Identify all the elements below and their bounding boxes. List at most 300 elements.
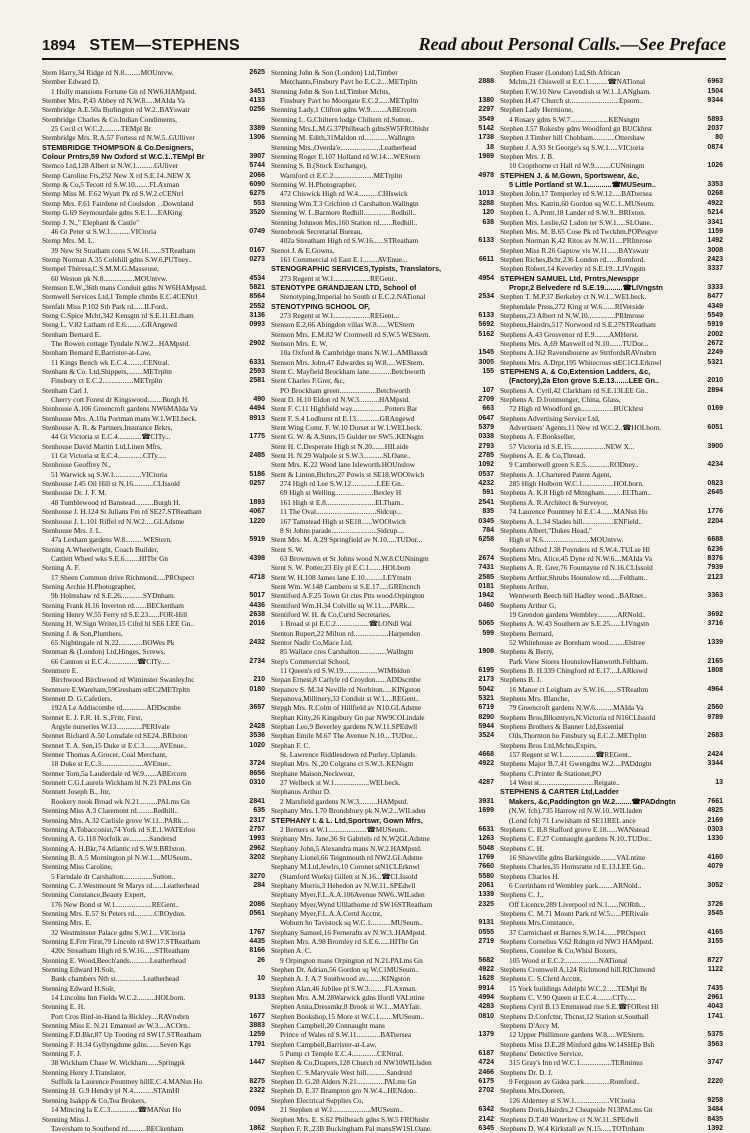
listing-phone-number: 7939 — [707, 564, 723, 572]
listing-phone-number: 5580 — [478, 872, 494, 880]
listing-name: Stephany Samuel,16 Fernerafts av N.W.3..HAMpstd. — [271, 927, 427, 937]
listing-phone-number: 2593 — [249, 368, 265, 375]
listing-entry — [500, 1021, 723, 1030]
listing-name: Finsbury ct E.C.2.................METrpltn — [51, 376, 163, 386]
listing-name: 126 Alderney st S.W.1...................VICtoria — [509, 1095, 636, 1105]
listing-name: 402a Streatham High rd S.W.16......STReatham — [280, 236, 419, 246]
listing-entry — [42, 376, 265, 385]
listing-name: Stephen Mrs. A.M.28Warwick gdns Ifordl VALntine — [271, 993, 425, 1003]
listing-name: 1 Holly mansions Fortune Gn rd NW6.HAMpstd. — [51, 86, 197, 96]
listing-name: 16 Manor ct Leigham av S.W.16.......STReathm — [509, 684, 649, 694]
listing-phone-number: 4234 — [707, 461, 723, 469]
listing-entry — [271, 601, 494, 610]
listing-entry — [42, 937, 265, 946]
listing-entry — [42, 115, 265, 124]
listing-phone-number: 2423 — [707, 255, 723, 263]
listing-name: Stephan Kitty,26 Kingsbury Gn par NW9COLindale — [271, 712, 425, 722]
listing-phone-number: 3563 — [707, 1040, 723, 1048]
listing-entry — [500, 909, 723, 918]
listing-phone-number: 2066 — [249, 171, 265, 179]
listing-entry — [500, 872, 723, 881]
listing-name: Stephen Riches,Bchr,236 London rd......Romford. — [500, 254, 646, 264]
listing-entry — [500, 993, 723, 1002]
listing-entry — [271, 694, 494, 703]
listing-name: Stephen John,17 Temperley rd S.W.12.....BATtersea — [500, 189, 652, 199]
listing-entry — [500, 386, 723, 395]
listing-entry — [42, 928, 265, 937]
listing-name: STEMBRIDGE THOMPSON & Co.Designers, — [42, 142, 194, 152]
listing-phone-number: 2297 — [478, 106, 494, 114]
listing-entry — [271, 1105, 494, 1114]
listing-phone-number — [262, 115, 265, 124]
listing-phone-number: 2173 — [478, 676, 494, 684]
listing-entry — [271, 507, 494, 516]
listing-name: Stenhouse Mrs. A.10a Portman mans W.1.WELbeck. — [42, 413, 197, 423]
listing-entry — [500, 292, 723, 301]
listing-phone-number: 3657 — [249, 704, 265, 712]
listing-entry — [500, 348, 723, 357]
listing-entry — [500, 965, 723, 974]
listing-phone-number — [720, 601, 723, 610]
listing-phone-number: 2432 — [249, 638, 265, 646]
listing-phone-number: 2061 — [478, 881, 494, 889]
listing-phone-number: 2552 — [249, 302, 265, 310]
listing-phone-number: 5042 — [478, 685, 494, 693]
listing-name: Stephen & Co,Drapers,128 Church rd NW10WILlsden — [271, 1058, 432, 1068]
listing-phone-number: 0647 — [478, 414, 494, 422]
listing-phone-number: 3389 — [249, 125, 265, 133]
listing-name: 38 Wickham Chase W. Wickham......Springpk — [51, 1058, 185, 1068]
listing-entry — [42, 255, 265, 264]
listing-name: Stephens C. J., — [500, 890, 544, 900]
listing-entry — [42, 274, 265, 283]
listing-name: Stephen A. J. A.7 Southwood av.........KINgston — [271, 974, 411, 984]
listing-phone-number: 9133 — [249, 994, 265, 1002]
listing-entry — [500, 143, 723, 152]
listing-name: Makers, &c,Paddington gn W.2........☎PADdngtn — [509, 796, 676, 806]
listing-phone-number — [262, 629, 265, 638]
listing-entry — [500, 246, 723, 255]
listing-entry — [42, 890, 265, 899]
listing-entry — [42, 199, 265, 208]
listing-phone-number: 4494 — [249, 405, 265, 413]
listing-entry — [271, 713, 494, 722]
listing-name: 420c Streatham High rd S.W.16......STReatham — [51, 946, 190, 956]
listing-name: Stepan Ernest,8 Carlyle rd Croydon......ADDscmbe — [271, 675, 421, 685]
listing-entry — [500, 834, 723, 843]
listing-name: Stenham Bernard E,Barrister-at-Law, — [42, 348, 151, 358]
listing-phone-number: 5919 — [249, 536, 265, 544]
listing-entry — [271, 199, 494, 208]
listing-phone-number: 210 — [253, 676, 265, 684]
listing-entry — [42, 124, 265, 133]
listing-phone-number: 3726 — [707, 900, 723, 908]
listing-entry — [271, 769, 494, 778]
listing-name: 5 Pump ct Temple E.C.4..............CENtral. — [280, 1049, 404, 1059]
listing-entry — [500, 806, 723, 815]
listing-entry — [271, 722, 494, 731]
listing-phone-number: 1628 — [478, 975, 494, 983]
listing-name: 25 Cecil ct W.C.2..........TEMpl Br — [51, 124, 152, 134]
listing-entry — [42, 601, 265, 610]
listing-name: Stephen Robert,14 Keverley rd S.E.19...LIVngstn — [500, 264, 646, 274]
listing-name: Stephany John,5 Alexandra mans N.W.2.HAMpstd. — [271, 843, 422, 853]
listing-phone-number: 3451 — [249, 87, 265, 95]
listing-phone-number: 2638 — [249, 610, 265, 618]
listing-entry — [500, 320, 723, 329]
listing-name: Stenning W. L.Barmore Redhill...............Redhill.. — [271, 208, 417, 218]
listing-phone-number: 3202 — [249, 853, 265, 861]
listing-entry — [500, 918, 723, 927]
listing-entry — [271, 358, 494, 367]
listing-entry — [500, 1012, 723, 1021]
listing-phone-number: 2672 — [707, 339, 723, 347]
listing-phone-number: 1908 — [478, 648, 494, 656]
listing-entry — [42, 554, 265, 563]
listing-entry — [42, 834, 265, 843]
listing-columns — [42, 68, 726, 1133]
listing-phone-number — [720, 68, 723, 77]
listing-entry — [42, 647, 265, 656]
listing-entry — [500, 498, 723, 507]
listing-name: Stening H. W.Sign Writer,15 Cifrd hl SE6 LEE Gn.. — [42, 619, 194, 629]
listing-phone-number: 0273 — [249, 255, 265, 263]
listing-phone-number: 8166 — [249, 947, 265, 955]
listing-entry — [42, 330, 265, 339]
listing-phone-number: 1013 — [478, 190, 494, 198]
listing-name: Stephen Dr. Adrian,56 Gordon sq W.C1MUSeum.. — [271, 965, 419, 974]
listing-entry — [500, 171, 723, 180]
listing-name: Stenning E. H. — [42, 1002, 85, 1012]
listing-name: Woburn ho Tavistock sq W.C.1...........MUSeum.. — [280, 918, 423, 928]
listing-name: 285 High Holborn W.C.1.................HOLborn. — [509, 479, 644, 489]
listing-phone-number: 7435 — [707, 984, 723, 992]
listing-name: Cattlett Wheel wks S.E.6........HITbr Gn — [51, 553, 169, 563]
listing-name: 2 Marsfield gardens N.W.3..........HAMpstd. — [280, 796, 409, 806]
listing-entry — [500, 610, 723, 619]
listing-phone-number: 1993 — [249, 835, 265, 843]
listing-name: Stenning Mrs. A.32 Carlisle grove W.11...PARk.... — [42, 815, 189, 825]
listing-phone-number — [720, 1068, 723, 1077]
listing-entry — [271, 806, 494, 815]
listing-name: Stenham & Co. Ltd,Shippers,........METrpltn — [42, 367, 172, 376]
listing-name: Stephens Albert,"Dukes Head," — [500, 525, 592, 535]
listing-entry — [42, 1002, 265, 1011]
listing-phone-number: 6090 — [249, 181, 265, 189]
listing-phone-number: 5142 — [478, 125, 494, 133]
listing-name: Propr,2 Belvedere rd S.E.19.........☎LIVngstn — [509, 282, 663, 292]
listing-entry — [271, 647, 494, 656]
listing-phone-number: 5821 — [249, 283, 265, 291]
listing-entry — [500, 517, 723, 526]
listing-name: 6 Corrinham rd Wembley park........ARNold.. — [509, 880, 642, 890]
listing-entry — [500, 311, 723, 320]
listing-name: (Lond fch) 71 Lewisham rd SE11REL ance — [509, 815, 636, 825]
listing-name: 1 Broad st pl E.C.2..................☎LONdl Wal — [280, 619, 412, 629]
listing-name: Stenning Constance,Beauty Expert, — [42, 890, 146, 900]
listing-phone-number: 3333 — [707, 283, 723, 291]
listing-name: Stephens Cyril B.13 Emmstead rise S.E.☎FORest Hl — [500, 1002, 659, 1012]
listing-name: 17 Sheen Common drive Richmond.....PROspect — [51, 572, 195, 582]
listing-name: Stephany Mrs. Jane,36 St Gabriels rd N.W2GLAdstne — [271, 834, 430, 844]
listing-name: Stenning Mrs. E.57 St Peters rd...........CROydon. — [42, 908, 186, 918]
listing-entry — [500, 367, 723, 376]
listing-name: Taversham to Southend rd..........BECkenham — [51, 1123, 184, 1133]
listing-name: Stemp & Co,5 Tecott rd S.W.10........FLAxman — [42, 180, 180, 190]
listing-entry — [271, 498, 494, 507]
listing-name: Stenning Miss A.3 Claremont rd.........Redhill.. — [42, 806, 179, 816]
listing-phone-number — [720, 274, 723, 283]
listing-name: Stember Edward D. — [42, 77, 100, 87]
listing-name: 66 Cannon st E.C.4................☎CITy..... — [51, 656, 170, 666]
listing-name: 11 Gt Victoria st E.C.4..............CITy..... — [51, 451, 167, 461]
listing-name: 167 Tamstead High st SE18......WOOlwich — [280, 516, 406, 526]
listing-entry — [42, 946, 265, 955]
listing-name: (Stamford Works) Gillett st N.16...☎CLIssold — [280, 871, 418, 881]
listing-phone-number: 18 — [486, 143, 494, 151]
listing-name: 2 Berners st W.1.....................☎MUSeum.. — [280, 824, 408, 834]
listing-entry — [271, 143, 494, 152]
listing-name: 273 Regent st W.1....................REGent... — [280, 310, 399, 320]
listing-phone-number: 3484 — [707, 1106, 723, 1114]
listing-entry — [271, 554, 494, 563]
listing-entry — [42, 526, 265, 535]
listing-phone-number — [720, 946, 723, 955]
listing-name: Stenham Bernard E. — [42, 329, 101, 339]
listing-phone-number: 2902 — [249, 339, 265, 347]
listing-phone-number — [262, 787, 265, 796]
listing-entry — [500, 1124, 723, 1133]
listing-phone-number — [262, 563, 265, 572]
listing-phone-number: 1159 — [707, 227, 723, 235]
listing-entry — [500, 339, 723, 348]
listing-phone-number — [720, 432, 723, 441]
listing-phone-number: 1379 — [478, 1031, 494, 1039]
listing-phone-number: 9258 — [707, 1096, 723, 1104]
listing-phone-number: 1989 — [478, 153, 494, 161]
listing-entry — [500, 404, 723, 413]
listing-entry — [271, 488, 494, 497]
listing-name: Stephens Dr. D. J. — [500, 1067, 553, 1077]
listing-name: Stephen T. M.P.37 Berkeley ct N.W.1...WELbeck. — [500, 292, 647, 302]
listing-phone-number — [262, 386, 265, 395]
listing-entry — [271, 675, 494, 684]
listing-name: 46 Gt Peter st S.W.1...........VICtoria — [51, 226, 157, 236]
listing-phone-number: 7661 — [707, 797, 723, 805]
listing-name: Stephens,Hairdrs,517 Norwood rd S.E.27STReatham — [500, 320, 656, 330]
listing-phone-number: 0345 — [478, 517, 494, 525]
listing-entry — [271, 1021, 494, 1030]
listing-entry — [42, 750, 265, 759]
listing-name: Stennett D. G.Cafetiers, — [42, 694, 112, 704]
listing-phone-number: 3524 — [478, 732, 494, 740]
listing-entry — [42, 881, 265, 890]
listing-phone-number — [720, 105, 723, 114]
listing-name: Stent W. H.108 James lane E.10..........LEYtnstn — [271, 572, 412, 582]
listing-entry — [271, 517, 494, 526]
listing-name: Stembridge A.E.50a Burlington rd W.2..BAYswatr — [42, 105, 190, 115]
listing-phone-number — [262, 330, 265, 339]
listing-name: Off Licence,289 Liverpool rd N.1......NORth... — [509, 899, 646, 909]
listing-phone-number: 2142 — [478, 1115, 494, 1123]
listing-entry — [500, 507, 723, 516]
listing-entry — [271, 479, 494, 488]
listing-phone-number — [720, 582, 723, 591]
listing-name: Stemson E.W.,36th mans Conduit gdns N W6HAMpstd. — [42, 282, 207, 292]
listing-entry — [271, 330, 494, 339]
listing-phone-number: 7431 — [478, 564, 494, 572]
listing-name: Stenton Rupert,22 Milton rd...................Harpenden — [271, 628, 421, 638]
listing-entry — [42, 787, 265, 796]
listing-name: Stephens Mrs.Constance, — [500, 918, 574, 928]
listing-name: Stephens A. D.Ironmonger, China, Glass, — [500, 395, 621, 405]
listing-entry — [271, 451, 494, 460]
listing-name: 51 Warwick sq S.W.1...............VICtoria — [51, 469, 168, 479]
listing-entry — [42, 488, 265, 497]
listing-entry — [42, 909, 265, 918]
listing-phone-number — [720, 1021, 723, 1030]
listing-name: Stephen Alan,46 Jubilee pl S.W.3.........FLAxman. — [271, 983, 417, 993]
listing-name: Stenson E.2,66 Abingdon villas W.8......WEStern — [271, 320, 415, 330]
listing-name: Stenning E.Frtr First,79 Lincoln rd SW17.STReatham — [42, 936, 201, 946]
listing-name: Stenning Mrs. E. — [42, 918, 92, 928]
listing-name: Stephens Brothers & Banner Ltd,Essential — [500, 722, 624, 732]
listing-name: Stephen Electrical Supplies Co, — [271, 1095, 364, 1105]
listing-name: Stenotyping,Imperial ho South st E.C.2.NATional — [280, 292, 426, 302]
listing-name: Bank chambers Nth st...............Leatherhead — [51, 974, 180, 984]
listing-name: Stephens D. W.4 Kirkstall av N.15......TOTtnham — [500, 1123, 645, 1133]
listing-entry — [500, 619, 723, 628]
listing-phone-number: 3288 — [478, 199, 494, 207]
listing-phone-number — [262, 750, 265, 759]
listing-entry — [271, 246, 494, 255]
listing-entry — [42, 675, 265, 684]
page-header — [42, 34, 726, 60]
listing-entry — [42, 703, 265, 712]
listing-phone-number — [491, 283, 494, 292]
listing-name: Stenning Mrs.,Overda'e......................Leatherhead — [271, 142, 417, 152]
listing-phone-number: 3155 — [707, 937, 723, 945]
listing-name: Stepanov S. M.34 Neville rd Norbiton.....KINgston — [271, 684, 421, 694]
listing-entry — [500, 87, 723, 96]
listing-phone-number: 2534 — [478, 293, 494, 301]
listing-name: High st N.6..........................MOUntvw. — [509, 535, 624, 545]
listing-entry — [271, 376, 494, 385]
listing-phone-number: 3344 — [707, 760, 723, 768]
listing-name: Stent C. Mayfield Brockham lane............Betchworth — [271, 367, 426, 376]
listing-entry — [271, 928, 494, 937]
listing-entry — [500, 255, 723, 264]
listing-name: Stephens Arthur,Shrubs Hounslow rd......Feltham.. — [500, 572, 648, 582]
listing-phone-number — [262, 143, 265, 152]
listing-phone-number — [262, 423, 265, 432]
listing-phone-number: 6175 — [478, 1078, 494, 1086]
listing-phone-number: 2785 — [478, 452, 494, 460]
listing-phone-number — [720, 741, 723, 750]
listing-phone-number: 6611 — [478, 255, 494, 263]
listing-entry — [42, 629, 265, 638]
listing-name: Stent Wm. W.148 Camberu st S.E.17.....GREncnch — [271, 581, 421, 591]
listing-entry — [500, 862, 723, 871]
listing-phone-number — [262, 890, 265, 899]
listing-name: Stephany Mrs. I.70 Brondsbury pk N.W.2...WILsden — [271, 806, 426, 816]
listing-entry — [500, 96, 723, 105]
listing-entry — [271, 619, 494, 628]
listing-entry — [42, 591, 265, 600]
listing-phone-number — [262, 965, 265, 974]
listing-phone-number: 0256 — [249, 106, 265, 114]
listing-name: Stenning F. J. — [42, 1049, 82, 1059]
listing-entry — [500, 638, 723, 647]
listing-entry — [42, 292, 265, 301]
listing-name: Stephens C. H. — [500, 843, 544, 853]
listing-name: STENOTYPING SCHOOL OF, — [271, 301, 370, 311]
listing-name: Stepgh Mrs. R.Colm of Hillfield av N10.GLAdstne — [271, 703, 422, 713]
listing-entry — [271, 741, 494, 750]
listing-entry — [271, 816, 494, 825]
listing-name: Stephens A. R.Architect & Surveyor, — [500, 497, 609, 507]
listing-name: Stenning Johnson Mrs.160 Station rd.......Redhill.. — [271, 217, 418, 227]
listing-name: Stephens A. J.Chartered Patent Agent, — [500, 469, 612, 479]
listing-name: Stephen Mrs. M. B.65 Cose Pk rd Twckhm.POPesgve — [500, 226, 658, 236]
listing-phone-number: 3270 — [249, 872, 265, 880]
listing-entry — [271, 657, 494, 666]
listing-entry — [271, 189, 494, 198]
listing-phone-number: 8727 — [707, 956, 723, 964]
listing-entry — [42, 302, 265, 311]
listing-entry — [500, 1049, 723, 1058]
listing-name: Stephen Campbell,Barrister-at-Law, — [271, 1039, 377, 1049]
listing-name: Stephen Campbell,20 Connaught mans — [271, 1021, 385, 1031]
listing-name: Stephanus Arthur D. — [271, 787, 331, 797]
listing-phone-number: 1339 — [478, 891, 494, 899]
listing-name: 274 High rd Lee S.W.12..............LEE Gn.. — [280, 479, 405, 489]
listing-phone-number: 2888 — [478, 78, 494, 86]
listing-phone-number: 0303 — [707, 825, 723, 833]
listing-phone-number: 1492 — [707, 237, 723, 245]
listing-name: 12 Upper Phillimore gardens W.8.....WEStern. — [509, 1030, 645, 1040]
listing-entry — [500, 750, 723, 759]
listing-entry — [42, 1077, 265, 1086]
listing-name: Stenning F. H.34 Gyllyngdune gdns.......Seven Kgs — [42, 1039, 192, 1049]
listing-phone-number: 2541 — [478, 498, 494, 506]
listing-name: Stembridge Mrs. R.A.57 Fortess rd N.W.5..GUlliver — [42, 133, 195, 143]
listing-entry — [42, 68, 265, 77]
listing-entry — [500, 432, 723, 441]
listing-name: Finsbury Pavt ho Moorgate E.C.2......METrpltn — [280, 96, 419, 106]
listing-phone-number — [491, 68, 494, 77]
listing-phone-number — [491, 180, 494, 189]
listing-phone-number: 6688 — [707, 536, 723, 544]
listing-entry — [500, 1030, 723, 1039]
listing-name: Stenning Edward H.Solr, — [42, 983, 116, 993]
listing-name: Stephen Fraser (London) Ltd,Sth African — [500, 68, 621, 77]
listing-phone-number: 1306 — [249, 134, 265, 142]
listing-entry — [42, 582, 265, 591]
listing-entry — [500, 825, 723, 834]
listing-entry — [42, 974, 265, 983]
listing-entry — [500, 423, 723, 432]
listing-name: Stening A.Wheelwright, Coach Builder, — [42, 544, 159, 554]
listing-phone-number: 8435 — [707, 1115, 723, 1123]
listing-name: Stephan Leo,9 Beverley gardens N.W.11.SPEdwll — [271, 722, 418, 732]
listing-phone-number: 120 — [482, 209, 494, 217]
listing-name: Stenfalt Miss P.102 Sth Park rd......ILFord.. — [42, 301, 169, 311]
listing-entry — [271, 778, 494, 787]
listing-phone-number: 2165 — [707, 657, 723, 665]
listing-entry — [500, 526, 723, 535]
listing-phone-number — [262, 1002, 265, 1011]
